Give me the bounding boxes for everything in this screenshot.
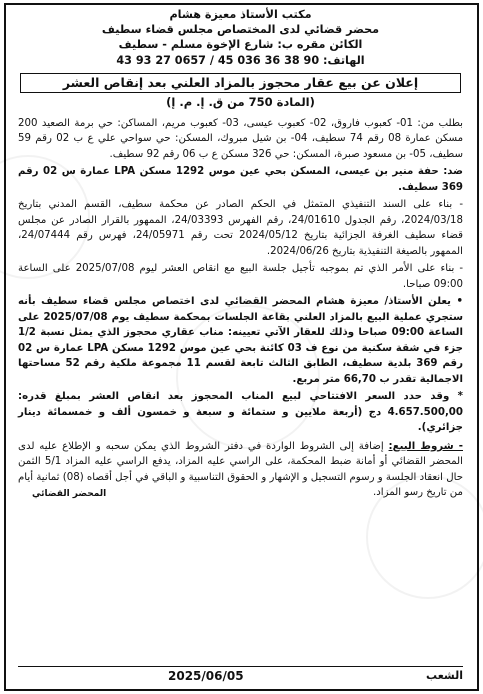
bailiff-header <box>18 7 463 68</box>
publication-footer <box>18 666 463 685</box>
office-address: الكائن مقره ب: شارع الإخوة مسلم - سطيف <box>118 38 363 52</box>
notice-frame <box>4 3 479 691</box>
sale-conditions-text: إضافة إلى الشروط الواردة في دفتر الشروط الذي يمكن سحبه و الإطلاع عليه لدى المحضر القضائي أو أمانة ضبط المحكمة، على الراسي عليه المزاد، يدفع الراسي عليه المزاد 5/1 الثمن حال انعقاد الجلسة و رسوم التسجيل و الإشهار و الحقوق التناسبية و الباقي في أجل أقصاه (08) ثمانية أيام من تاريخ رسو المزاد. <box>18 440 463 499</box>
legal-article: (المادة 750 من ق. إ. م. إ) <box>166 94 315 109</box>
publication-date: 2025/06/05 <box>168 669 244 683</box>
postponement-paragraph: - بناء على الأمر الذي تم بموجبه تأجيل جلسة البيع مع انقاص العشر ليوم 2025/07/08 على الساعة 09:00 صباحا. <box>18 263 463 290</box>
office-name: مكتب الأستاذ معيزة هشام <box>169 8 312 21</box>
sale-announcement-paragraph: • يعلن الأستاذ/ معيزة هشام المحضر القضائي لدى اختصاص مجلس قضاء سطيف بأنه ستجري عملية البيع بالمزاد العلني بقاعة الجلسات بمحكمة سطيف يوم 2025/07/08 على الساعة 09:00 صباحا وذلك للعقار الآتي تعيينه: مناب عقاري محجوز الذي يمثل نسبة 1/2 جزء في شقة سكنية من نوع ف 03 كائنة بحي عين موس 1292 مسكن LPA عمارة س 02 رقم 369 بلدية سطيف، الطابق الثالث تابعة لقسم 11 مجموعة ملكية رقم 52 مساحتها الاجمالية تقدر ب 66,70 متر مربع. <box>18 296 464 385</box>
office-phone: الهاتف: 90 38 36 036 45 / 0657 27 93 43 <box>116 53 365 67</box>
bailiff-role: محضر قضائي لدى المختصاص مجلس قضاء سطيف <box>101 23 380 37</box>
applicants-paragraph: بطلب من: 01- كعبوب فاروق، 02- كعبوب عيسى، 03- كعبوب مريم، المساكن: حي برمة الصعيد 200 مسكن عمارة 08 رقم 74 سطيف، 04- بن شيل مبروك، المسكن: حي سواحي علي ع ب 02 رقم 59 سطيف، 05- بن مسعود صبرة، المسكن: حي 326 مسكن ع ب 06 رقم 92 سطيف. <box>18 117 464 160</box>
sale-conditions-label: - شروط البيع: <box>388 440 463 452</box>
enforcement-title-paragraph: - بناء على السند التنفيذي المتمثل في الحكم الصادر عن محكمة سطيف، القسم المدني بتاريخ 2024/03/18، رقم الجدول 24/01610، رقم الفهرس 24/03393، الممهور بالقرار الصادر عن مجلس قضاء سطيف الغرفة الجزائية بتاريخ 2024/05/12 تحت رقم 24/05971، فهرس رقم 24/07444، الممهور بالصيغة التنفيذية بتاريخ 2024/06/26. <box>18 199 464 257</box>
newspaper-name: الشعب <box>426 669 463 682</box>
notice-title: إعلان عن بيع عقار محجوز بالمزاد العلني بعد إنقاص العشر <box>20 73 461 93</box>
signature: المحضر القضائي <box>32 488 107 499</box>
opening-price-paragraph: * وقد حدد السعر الافتتاحي لبيع المناب المحجوز بعد انقاص العشر بمبلغ قدره: 4.657.500,00 دج (أربعة ملايين و ستمائة و سبعة و خمسون ألف و خمسمائة دينار جزائري). <box>18 391 463 434</box>
defendant-paragraph: ضد: حفة منير بن عيسى، المسكن بحي عين موس 1292 مسكن LPA عمارة س 02 رقم 369 سطيف. <box>18 166 463 193</box>
notice-body <box>18 116 463 503</box>
